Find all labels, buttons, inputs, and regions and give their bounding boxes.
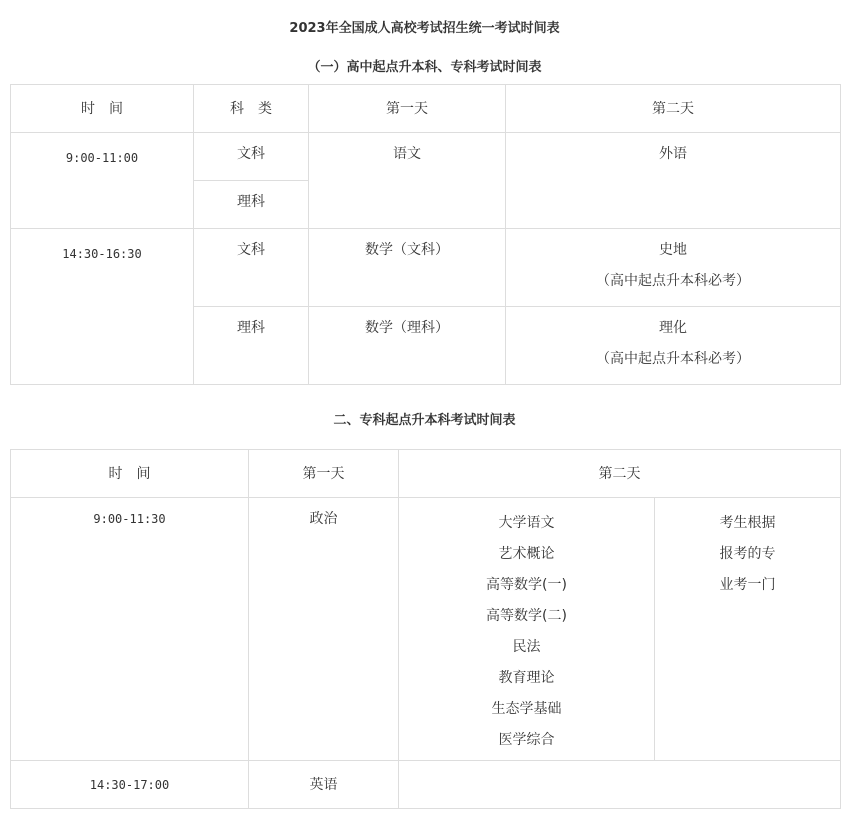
day2-note-cell bbox=[655, 498, 841, 761]
time-label: 14:30-17:00 bbox=[89, 777, 170, 792]
header-day1: 第一天 bbox=[309, 85, 506, 133]
time-label: 9:00-11:00 bbox=[65, 151, 139, 165]
time-label: 14:30-16:30 bbox=[62, 247, 142, 261]
header-day1: 第一天 bbox=[249, 450, 399, 498]
subject-item: 高等数学(二) bbox=[486, 608, 567, 624]
subject-item: 高等数学(一) bbox=[486, 577, 567, 593]
category-cell: 理科 bbox=[194, 181, 309, 229]
header-time: 时 间 bbox=[11, 85, 194, 133]
schedule-table-1 bbox=[10, 84, 841, 385]
section2-title: 二、专科起点升本科考试时间表 bbox=[333, 413, 516, 428]
category-cell: 文科 bbox=[194, 133, 309, 181]
day2-cell bbox=[506, 307, 841, 385]
time-cell bbox=[11, 229, 194, 385]
category-cell: 理科 bbox=[194, 307, 309, 385]
day1-cell: 数学（文科） bbox=[309, 229, 506, 307]
day2-cell bbox=[506, 229, 841, 307]
day2-cell: 外语 bbox=[506, 133, 841, 229]
header-day2: 第二天 bbox=[399, 450, 841, 498]
time-cell bbox=[11, 761, 249, 809]
subject-item: 大学语文 bbox=[498, 515, 555, 531]
header-category: 科 类 bbox=[194, 85, 309, 133]
day2-subjects-cell bbox=[399, 498, 655, 761]
note-line: 报考的专 bbox=[719, 546, 776, 562]
day1-cell: 政治 bbox=[249, 498, 399, 761]
page-title: 2023年全国成人高校考试招生统一考试时间表 bbox=[289, 21, 560, 36]
subject-item: 民法 bbox=[512, 639, 541, 655]
day1-cell: 语文 bbox=[309, 133, 506, 229]
subject-label: 史地 bbox=[659, 242, 687, 258]
header-time: 时 间 bbox=[11, 450, 249, 498]
subject-item: 教育理论 bbox=[498, 670, 555, 686]
header-day2: 第二天 bbox=[506, 85, 841, 133]
subject-label: 理化 bbox=[659, 320, 687, 336]
subject-note: （高中起点升本科必考） bbox=[596, 273, 750, 289]
note-line: 业考一门 bbox=[719, 577, 776, 593]
schedule-table-2 bbox=[10, 449, 841, 809]
time-cell bbox=[11, 133, 194, 229]
subject-note: （高中起点升本科必考） bbox=[596, 351, 750, 367]
subject-item: 艺术概论 bbox=[498, 546, 555, 562]
time-cell bbox=[11, 498, 249, 761]
time-label: 9:00-11:30 bbox=[93, 512, 166, 526]
section1-title: （一）高中起点升本科、专科考试时间表 bbox=[307, 60, 542, 75]
day1-cell: 英语 bbox=[249, 761, 399, 809]
day2-cell bbox=[399, 761, 841, 809]
note-line: 考生根据 bbox=[719, 515, 776, 531]
day1-cell: 数学（理科） bbox=[309, 307, 506, 385]
category-cell: 文科 bbox=[194, 229, 309, 307]
subject-item: 医学综合 bbox=[498, 732, 555, 748]
subject-item: 生态学基础 bbox=[491, 701, 562, 717]
